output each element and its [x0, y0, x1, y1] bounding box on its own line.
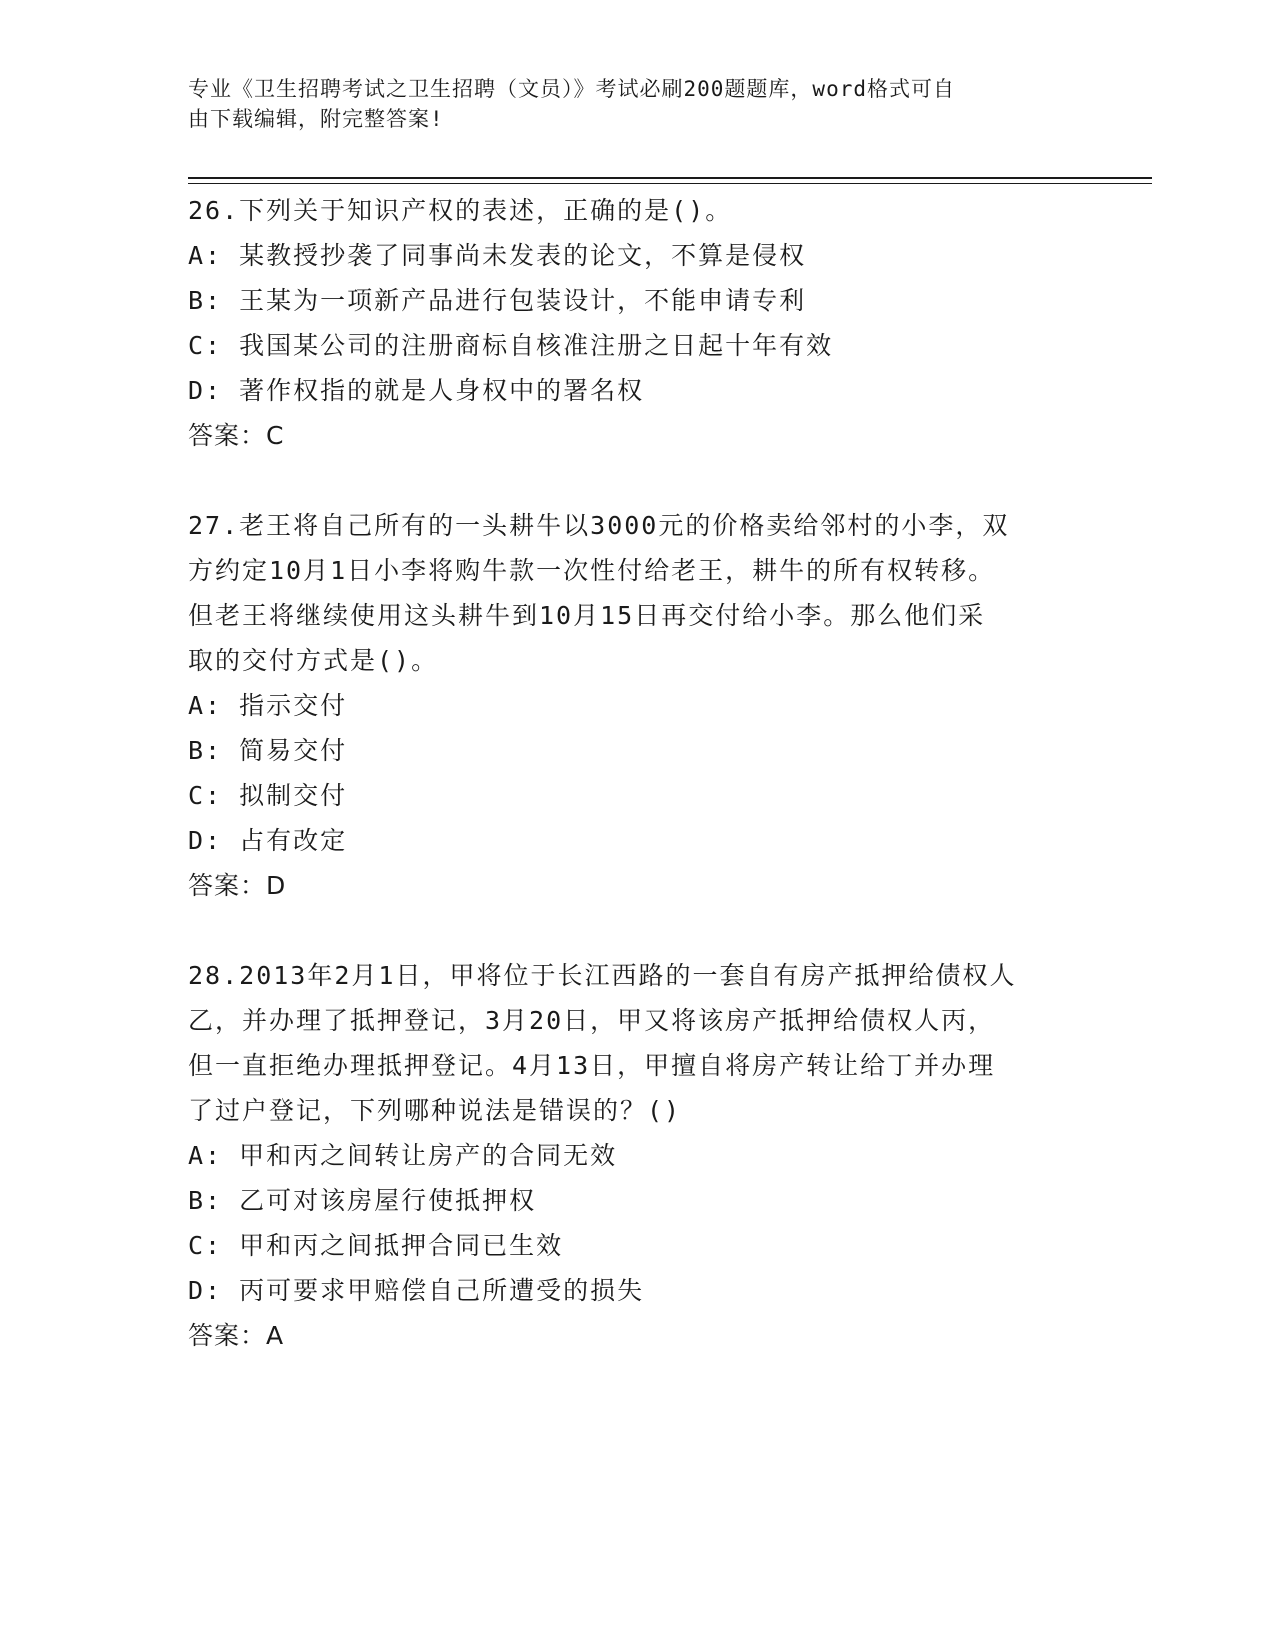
stem-line: 26.下列关于知识产权的表述，正确的是()。	[188, 196, 733, 225]
option-d: D: 占有改定	[188, 826, 348, 855]
header-line-1: 专业《卫生招聘考试之卫生招聘（文员）》考试必刷200题题库，word格式可自	[188, 77, 955, 101]
option-d: D: 著作权指的就是人身权中的署名权	[188, 376, 645, 405]
option-b: B: 乙可对该房屋行使抵押权	[188, 1186, 537, 1215]
question-26	[188, 188, 1088, 458]
option-b: B: 王某为一项新产品进行包装设计，不能申请专利	[188, 286, 807, 315]
answer-label: 答案：C	[188, 421, 285, 450]
option-a: A: 甲和丙之间转让房产的合同无效	[188, 1141, 618, 1170]
stem-line: 但一直拒绝办理抵押登记。4月13日，甲擅自将房产转让给丁并办理	[188, 1051, 996, 1080]
option-a: A: 某教授抄袭了同事尚未发表的论文，不算是侵权	[188, 241, 807, 270]
option-list	[188, 683, 1088, 863]
question-27	[188, 503, 1088, 908]
option-d: D: 丙可要求甲赔偿自己所遭受的损失	[188, 1276, 645, 1305]
question-list	[188, 188, 1088, 1403]
document-header	[188, 74, 1068, 134]
question-stem	[188, 953, 1088, 1133]
header-divider-thick	[188, 177, 1152, 179]
answer-label: 答案：D	[188, 871, 287, 900]
stem-line: 27.老王将自己所有的一头耕牛以3000元的价格卖给邻村的小李，双	[188, 511, 1010, 540]
stem-line: 28.2013年2月1日，甲将位于长江西路的一套自有房产抵押给债权人	[188, 961, 1017, 990]
question-stem	[188, 188, 1088, 233]
stem-line: 取的交付方式是()。	[188, 646, 439, 675]
stem-line: 了过户登记，下列哪种说法是错误的？()	[188, 1096, 682, 1125]
option-list	[188, 233, 1088, 413]
option-a: A: 指示交付	[188, 691, 348, 720]
option-c: C: 甲和丙之间抵押合同已生效	[188, 1231, 564, 1260]
option-c: C: 拟制交付	[188, 781, 348, 810]
answer-label: 答案：A	[188, 1321, 285, 1350]
option-c: C: 我国某公司的注册商标自核准注册之日起十年有效	[188, 331, 834, 360]
stem-line: 但老王将继续使用这头耕牛到10月15日再交付给小李。那么他们采	[188, 601, 986, 630]
question-stem	[188, 503, 1088, 683]
question-28	[188, 953, 1088, 1358]
option-list	[188, 1133, 1088, 1313]
stem-line: 方约定10月1日小李将购牛款一次性付给老王，耕牛的所有权转移。	[188, 556, 996, 585]
stem-line: 乙，并办理了抵押登记，3月20日，甲又将该房产抵押给债权人丙，	[188, 1006, 996, 1035]
header-divider-thin	[188, 183, 1152, 184]
header-line-2: 由下载编辑，附完整答案!	[188, 107, 444, 131]
option-b: B: 简易交付	[188, 736, 348, 765]
